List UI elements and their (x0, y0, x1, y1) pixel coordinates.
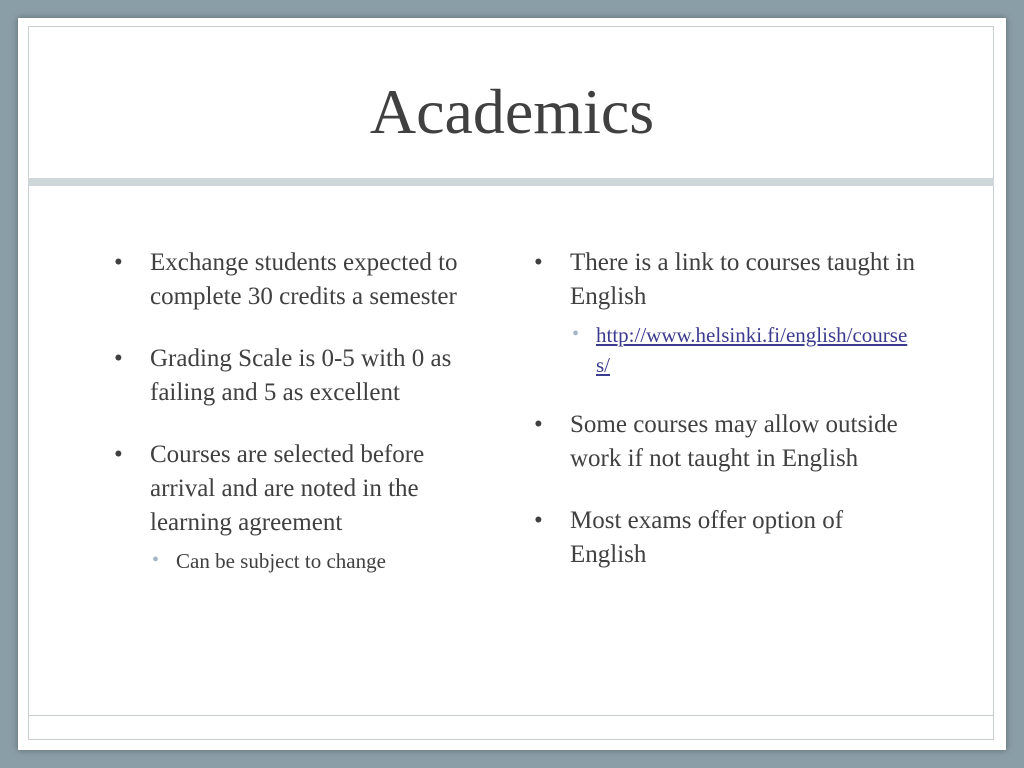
bullet-item (106, 438, 476, 576)
sub-bullet-list (150, 546, 476, 576)
sub-bullet-icon: • (572, 323, 580, 345)
right-bullet-list (526, 246, 918, 572)
bullet-item (106, 342, 476, 410)
slide-title: Academics (369, 76, 655, 147)
bullet-icon: • (114, 441, 123, 468)
sub-bullet-text: Can be subject to change (176, 549, 386, 573)
bullet-text: There is a link to courses taught in English (570, 249, 916, 310)
courses-link[interactable]: http://www.helsinki.fi/english/courses/ (596, 323, 908, 377)
bullet-item (526, 408, 918, 476)
bullet-text: Most exams offer option of English (570, 507, 844, 568)
right-column (526, 246, 918, 600)
footer-divider (28, 715, 994, 716)
bullet-text: Grading Scale is 0-5 with 0 as failing and 5 as excellent (150, 345, 452, 406)
bullet-text: Courses are selected before arrival and are noted in the learning agreement (150, 441, 425, 536)
bullet-item (526, 504, 918, 572)
bullet-item (526, 246, 918, 380)
sub-bullet-item (570, 320, 918, 380)
bullet-icon: • (534, 411, 543, 438)
bullet-icon: • (114, 249, 123, 276)
title-divider (28, 178, 994, 186)
slide (18, 18, 1006, 750)
bullet-text: Some courses may allow outside work if not taught in English (570, 411, 898, 472)
sub-bullet-icon: • (152, 549, 160, 571)
bullet-icon: • (534, 507, 543, 534)
sub-bullet-list (570, 320, 918, 380)
bullet-item (106, 246, 476, 314)
left-column (106, 246, 476, 604)
bullet-icon: • (114, 345, 123, 372)
bullet-text: Exchange students expected to complete 30 credits a semester (150, 249, 458, 310)
bullet-icon: • (534, 249, 543, 276)
sub-bullet-item (150, 546, 476, 576)
left-bullet-list (106, 246, 476, 576)
